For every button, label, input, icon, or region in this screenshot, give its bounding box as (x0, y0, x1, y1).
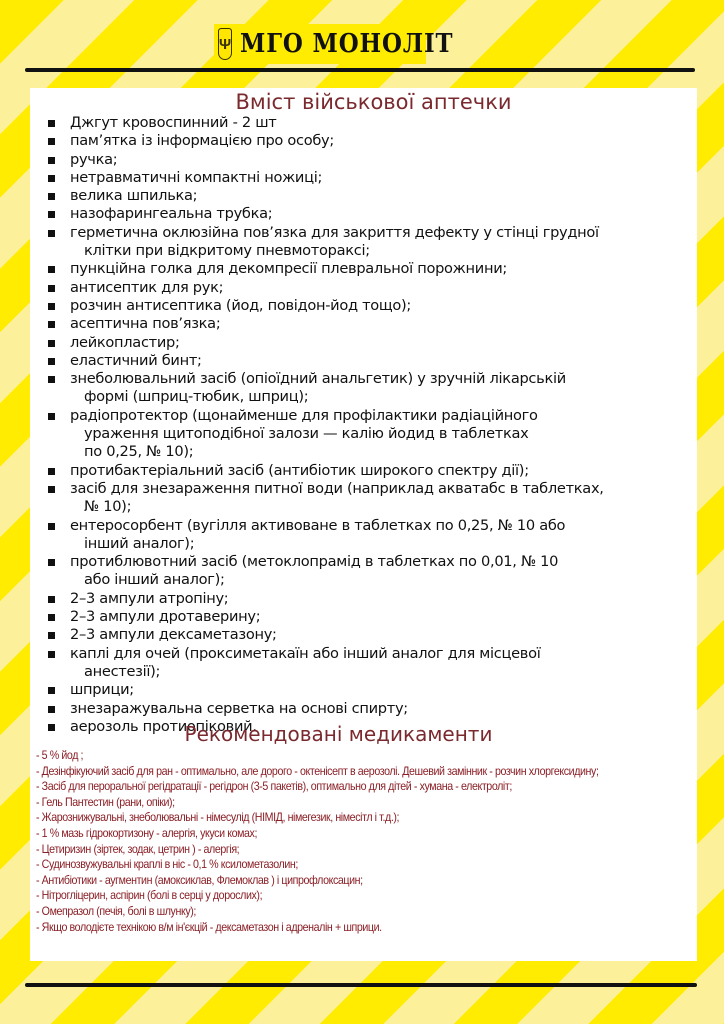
kit-item-text: 2–3 ампули дексаметазону; (70, 626, 277, 644)
kit-item-text: знезаражувальна серветка на основі спирту; (70, 699, 408, 717)
brand-name: МГО МОНОЛІТ (240, 29, 454, 59)
kit-item (48, 480, 608, 517)
kit-item-text: пам’ятка із інформацією про особу; (70, 132, 335, 150)
kit-item (48, 132, 608, 150)
kit-item-text: радіопротектор (щонайменше для профілактики радіаційного (70, 406, 538, 424)
square-bullet-icon (48, 120, 55, 127)
kit-item (48, 590, 608, 608)
med-item: - 1 % мазь гідрокортизону - алергія, укуси комах; (36, 826, 258, 840)
kit-item-text: Джгут кровоспинний - 2 шт (70, 114, 277, 131)
square-bullet-icon (48, 614, 55, 621)
square-bullet-icon (48, 596, 55, 603)
med-item: - 5 % йод ; (36, 749, 84, 762)
kit-item-text: назофарингеальна трубка; (70, 205, 273, 223)
kit-item-text: пункційна голка для декомпресії плевральної порожнини; (70, 260, 507, 278)
kit-item (48, 114, 608, 132)
kit-item (48, 517, 608, 554)
kit-item (48, 187, 608, 205)
kit-item-text: 2–3 ампули атропіну; (70, 589, 229, 607)
square-bullet-icon (48, 687, 55, 694)
header-logo (214, 24, 454, 64)
kit-item (48, 352, 608, 370)
kit-item-text: лейкопластир; (70, 333, 180, 351)
square-bullet-icon (48, 175, 55, 182)
med-item: - Судинозвужувальні краплі в ніс - 0,1 % ксилометазолин; (36, 858, 298, 872)
med-item: - Якщо володієте технікою в/м ін'єкцій - дексаметазон і адреналін + шприци. (36, 920, 382, 934)
kit-item (48, 462, 608, 480)
kit-item (48, 297, 608, 315)
kit-item (48, 169, 608, 187)
kit-item (48, 334, 608, 352)
kit-item (48, 315, 608, 333)
kit-item-text: засіб для знезараження питної води (наприклад акватабс в таблетках, (70, 479, 604, 497)
med-item: - Дезінфікуючий засіб для ран - оптимально, але дорого - октенісепт в аерозолі. Дешевий замінник - розчин хлоргексидину; (36, 764, 599, 778)
meds-list (36, 748, 696, 935)
square-bullet-icon (48, 468, 55, 475)
square-bullet-icon (48, 413, 55, 420)
kit-item-text: аерозоль протиопіковий. (70, 717, 257, 735)
top-divider (25, 68, 695, 72)
med-item: - Жарознижувальні, знеболювальні - німесулід (НІМІД, німегезик, німесітл і т.д.); (36, 811, 400, 825)
med-item: - Засіб для пероральної регідратації - регідрон (3-5 пакетів), оптимально для дітей - хумана - електроліт; (36, 780, 512, 794)
kit-item (48, 608, 608, 626)
kit-item-text: 2–3 ампули дротаверину; (70, 608, 261, 626)
kit-item-continuation: ураження щитоподібної залози — калію йодид в таблетках (84, 425, 529, 443)
trident-emblem-icon: Ψ (218, 28, 232, 60)
kit-item-text: асептична пов’язка; (70, 315, 221, 333)
square-bullet-icon (48, 376, 55, 383)
meds-title: Рекомендовані медикаменти (184, 722, 493, 746)
square-bullet-icon (48, 358, 55, 365)
kit-item-continuation: інший аналог); (84, 534, 195, 552)
square-bullet-icon (48, 340, 55, 347)
kit-item-text: шприци; (70, 681, 134, 699)
kit-item (48, 645, 608, 682)
kit-item-continuation: формі (шприц-тюбик, шприц); (84, 388, 309, 406)
kit-item-text: герметична оклюзійна пов’язка для закриття дефекту у стінці грудної (70, 223, 599, 241)
square-bullet-icon (48, 211, 55, 218)
kit-title: Вміст військової аптечки (235, 90, 512, 114)
kit-item-text: антисептик для рук; (70, 278, 224, 296)
content-panel (30, 88, 697, 961)
kit-item (48, 681, 608, 699)
kit-item (48, 553, 608, 590)
med-item: - Цетиризин (зіртек, зодак, цетрин ) - алергія; (36, 842, 240, 856)
kit-item-text: каплі для очей (проксиметакаїн або інший аналог для місцевої (70, 644, 541, 662)
square-bullet-icon (48, 486, 55, 493)
kit-item-text: ручка; (70, 150, 118, 168)
square-bullet-icon (48, 321, 55, 328)
kit-item-continuation: або інший аналог); (84, 571, 225, 589)
kit-item (48, 626, 608, 644)
kit-item-text: протибактеріальний засіб (антибіотик широкого спектру дії); (70, 461, 529, 479)
kit-item-text: нетравматичні компактні ножиці; (70, 168, 323, 186)
med-item: - Нітрогліцерин, аспірин (болі в серці у дорослих); (36, 889, 263, 903)
square-bullet-icon (48, 523, 55, 530)
kit-item (48, 151, 608, 169)
square-bullet-icon (48, 651, 55, 658)
kit-list (48, 114, 608, 736)
kit-item (48, 370, 608, 407)
kit-item-continuation: анестезії); (84, 662, 161, 680)
bottom-divider (25, 983, 697, 987)
square-bullet-icon (48, 193, 55, 200)
kit-item-text: розчин антисептика (йод, повідон-йод тощо); (70, 296, 412, 314)
kit-item-text: ентеросорбент (вугілля активоване в таблетках по 0,25, № 10 або (70, 516, 566, 534)
kit-item-text: велика шпилька; (70, 187, 198, 205)
kit-item-continuation: по 0,25, № 10); (84, 443, 194, 461)
square-bullet-icon (48, 157, 55, 164)
kit-item (48, 224, 608, 261)
square-bullet-icon (48, 559, 55, 566)
square-bullet-icon (48, 285, 55, 292)
kit-item (48, 260, 608, 278)
kit-item (48, 700, 608, 718)
kit-item-text: еластичний бинт; (70, 351, 202, 369)
square-bullet-icon (48, 303, 55, 310)
kit-item (48, 279, 608, 297)
square-bullet-icon (48, 632, 55, 639)
med-item: - Гель Пантестин (рани, опіки); (36, 795, 175, 809)
med-item: - Омепразол (печія, болі в шлунку); (36, 904, 196, 918)
kit-item (48, 407, 608, 462)
square-bullet-icon (48, 138, 55, 145)
kit-item-text: знеболювальний засіб (опіоїдний анальгетик) у зручній лікарській (70, 370, 566, 388)
square-bullet-icon (48, 266, 55, 273)
kit-item-text: протиблювотний засіб (метоклопрамід в таблетках по 0,01, № 10 (70, 553, 559, 571)
kit-item-continuation: клітки при відкритому пневмотораксі; (84, 242, 370, 260)
square-bullet-icon (48, 706, 55, 713)
kit-item (48, 205, 608, 223)
med-item: - Антибіотики - аугментин (амоксиклав, Флемоклав ) і ципрофлоксацин; (36, 873, 363, 887)
kit-item-continuation: № 10); (84, 498, 132, 516)
square-bullet-icon (48, 230, 55, 237)
